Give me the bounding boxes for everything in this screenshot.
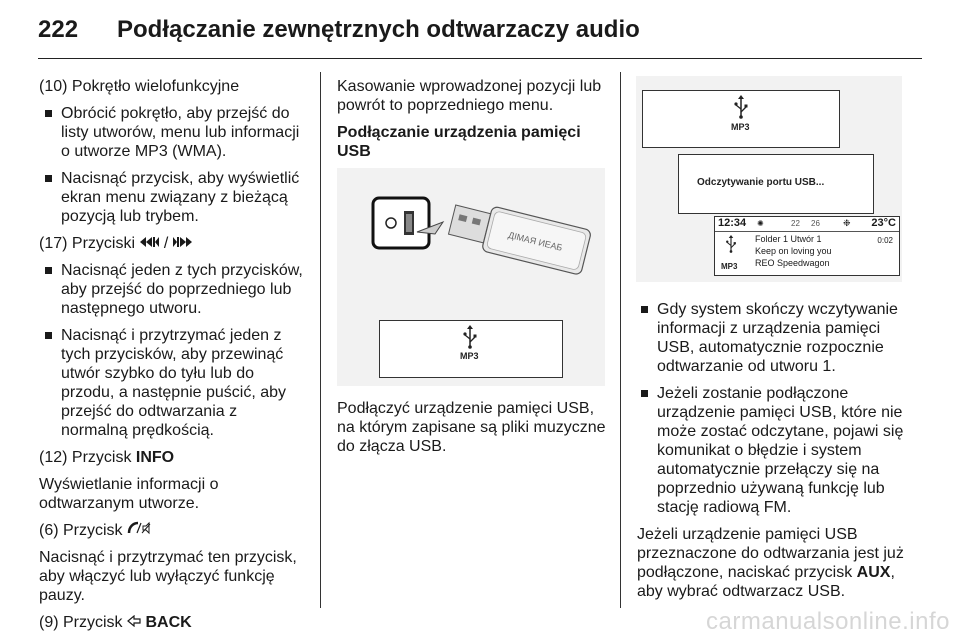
bullet-auto-play: Gdy system skończy wczytywanie informacji z urządzenia pamięci USB, automatycznie rozpocznie odtwarzanie od utworu 1. <box>637 300 905 376</box>
usb-subheading: Podłączanie urządzenia pamięci USB <box>337 124 581 160</box>
header-rule <box>38 58 922 59</box>
bullet-fast-seek: Nacisnąć i przytrzymać jeden z tych przycisków, aby przewinąć utwór szybko do tyłu lub do przodu, a następnie puścić, aby przejść do odtwarzania z normalną prędkością. <box>41 326 307 440</box>
item-17-heading <box>39 234 307 253</box>
usb-icon <box>725 234 737 259</box>
usb-stick-text: ДІМАЯ ИЕАБ <box>507 229 564 253</box>
aux-button-label: AUX <box>856 564 891 581</box>
item-12-description: Wyświetlanie informacji o odtwarzanym utworze. <box>39 476 219 512</box>
item-6-description: Nacisnąć i przytrzymać ten przycisk, aby włączyć lub wyłączyć funkcję pauzy. <box>39 549 297 604</box>
playback-screen <box>714 216 900 276</box>
item-12-label: (12) Przycisk <box>39 449 132 466</box>
column-1 <box>39 77 307 640</box>
info-button-label: INFO <box>135 449 175 466</box>
usb-stick-illustration <box>337 168 605 308</box>
item-6-heading <box>39 521 307 540</box>
bullet-rotate-knob: Obrócić pokrętło, aby przejść do listy utworów, menu lub informacji o utworze MP3 (WMA). <box>41 104 307 161</box>
item-9-heading <box>39 613 307 632</box>
item-9-label: (9) Przycisk <box>39 614 123 631</box>
item-12-heading <box>39 448 307 467</box>
item-17-label: (17) Przyciski <box>39 235 136 252</box>
usb-reading-figure <box>636 76 902 282</box>
item-17-separator: / <box>163 235 169 252</box>
usb-connect-figure <box>337 168 605 386</box>
status-value-26: 26 <box>811 219 820 228</box>
watermark: carmanualsonline.info <box>706 608 950 635</box>
status-fan-icon: ❉ <box>843 218 851 228</box>
usb-connect-description: Podłączyć urządzenie pamięci USB, na którym zapisane są pliki muzyczne do złącza USB. <box>337 400 606 455</box>
column-divider-1 <box>320 72 321 608</box>
page-number: 222 <box>38 16 79 43</box>
phone-mute-icon <box>127 521 151 540</box>
aux-text-end: , aby wybrać odtwarzacz USB. <box>637 564 895 600</box>
item-10-heading: (10) Pokrętło wielofunkcyjne <box>39 78 240 95</box>
column-2 <box>337 77 607 169</box>
mp3-screen <box>379 320 563 378</box>
column-3 <box>637 300 905 609</box>
aux-text-start: Jeżeli urządzenie pamięci USB przeznaczone do odtwarzania jest już podłączone, naciskać przycisk <box>637 526 904 581</box>
mp3-label: MP3 <box>721 262 738 271</box>
status-gear-icon: ✺ <box>757 219 764 228</box>
bullet-read-error: Jeżeli zostanie podłączone urządzenie pamięci USB, które nie może zostać odczytane, pojawi się komunikat o błędzie i system automatycznie przełączy się na poprzednio używaną funkcję lub stację radiową FM. <box>637 384 905 517</box>
back-button-label: BACK <box>145 614 192 631</box>
back-description: Kasowanie wprowadzonej pozycji lub powrót to poprzedniego menu. <box>337 78 602 114</box>
reading-message: Odczytywanie portu USB... <box>697 177 825 188</box>
status-value-22: 22 <box>791 219 800 228</box>
track-artist: REO Speedwagon <box>755 258 830 268</box>
bullet-skip-track: Nacisnąć jeden z tych przycisków, aby przejść do poprzedniego lub następnego utworu. <box>41 261 307 318</box>
track-time: 0:02 <box>877 236 893 245</box>
column-divider-2 <box>620 72 621 608</box>
page-header <box>0 0 960 60</box>
track-folder: Folder 1 Utwór 1 <box>755 234 822 244</box>
track-title: Keep on loving you <box>755 246 832 256</box>
mp3-label: MP3 <box>460 351 479 361</box>
usb-icon <box>733 95 749 124</box>
usb-icon <box>462 325 478 354</box>
reading-screen <box>678 154 874 214</box>
page-title: Podłączanie zewnętrznych odtwarzaczy audio <box>117 16 640 43</box>
mp3-label: MP3 <box>731 122 750 132</box>
status-clock: 12:34 <box>718 217 747 229</box>
bullet-press-knob: Nacisnąć przycisk, aby wyświetlić ekran menu związany z bieżącą pozycją lub trybem. <box>41 169 307 226</box>
seek-back-icon <box>139 234 159 253</box>
aux-paragraph <box>637 525 905 601</box>
status-bar <box>715 217 899 232</box>
mp3-screen-top <box>642 90 840 148</box>
item-6-label: (6) Przycisk <box>39 522 123 539</box>
column-2-lower <box>337 399 607 464</box>
seek-forward-icon <box>173 234 193 253</box>
back-arrow-icon <box>127 613 141 632</box>
status-temperature: 23°C <box>871 217 896 229</box>
